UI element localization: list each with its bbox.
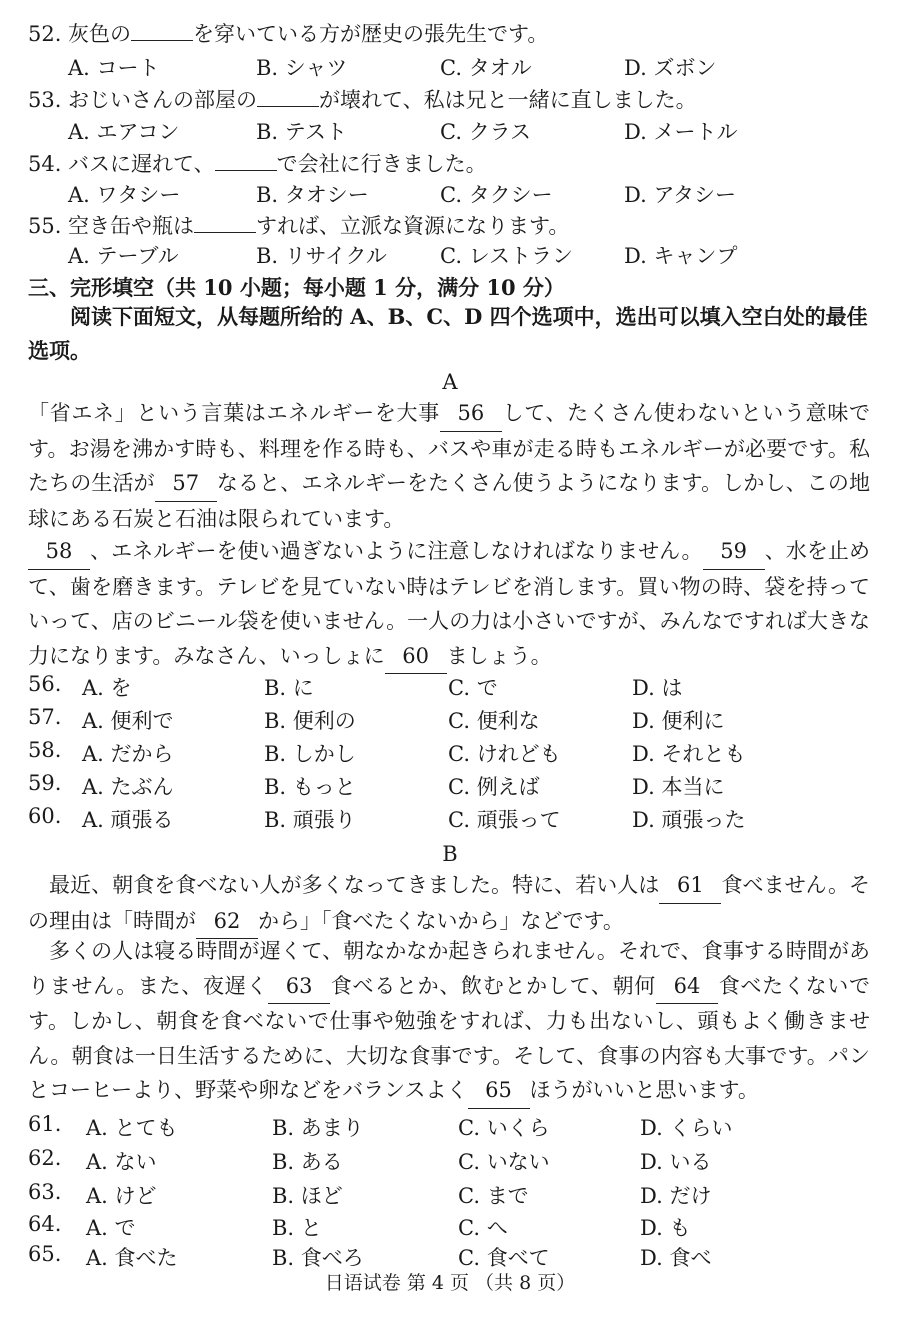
option-b: B. ある: [272, 1150, 343, 1174]
question-63-options: 63. A. けど B. ほど C. まで D. だけ: [28, 1180, 712, 1208]
option-d: D. それとも: [632, 742, 746, 766]
option-d: D. 本当に: [632, 775, 725, 799]
option-a: A. とても: [86, 1116, 178, 1140]
option-a: A. けど: [86, 1184, 157, 1208]
option-c: C. クラス: [440, 120, 532, 144]
page-footer: 日语试卷 第 4 页 （共 8 页）: [324, 1272, 576, 1294]
question-61-options: 61. A. とても B. あまり C. いくら D. くらい: [28, 1112, 733, 1140]
option-c: C. いない: [458, 1150, 550, 1174]
passage-a-paragraph-1: 「省エネ」という言葉はエネルギーを大事 56 して、たくさん使わないという意味です。お湯を沸かす時も、料理を作る時も、バスや車が走る時もエネルギーが必要です。私たちの生活が 57 なると、エネルギーをたくさん使うようになります。しかし、この地球にある石炭と石油は限られています。: [28, 396, 870, 536]
question-stem: 空き缶や瓶は: [68, 214, 194, 238]
option-b: B. 頑張り: [264, 808, 356, 832]
answer-blank: [257, 106, 319, 107]
option-c: C. まで: [458, 1184, 529, 1208]
option-b: B. と: [272, 1216, 322, 1240]
option-b: B. もっと: [264, 775, 356, 799]
option-a: A. たぶん: [82, 775, 174, 799]
option-d: D. いる: [640, 1150, 712, 1174]
option-b: B. リサイクル: [256, 244, 387, 268]
option-d: D. メートル: [624, 120, 738, 144]
answer-blank: [131, 40, 193, 41]
passage-a-label: A: [442, 370, 458, 394]
option-a: A. コート: [68, 56, 160, 80]
question-stem: で会社に行きました。: [276, 152, 487, 176]
question-stem: を穿いている方が歴史の張先生です。: [193, 22, 549, 46]
option-c: C. タクシー: [440, 183, 553, 207]
option-b: B. 食べろ: [272, 1246, 364, 1270]
option-b: B. ほど: [272, 1184, 343, 1208]
option-b: B. あまり: [272, 1116, 364, 1140]
option-c: C. レストラン: [440, 244, 574, 268]
option-d: D. だけ: [640, 1184, 712, 1208]
option-c: C. 例えば: [448, 775, 540, 799]
option-a: A. だから: [82, 742, 174, 766]
option-b: B. に: [264, 676, 314, 700]
question-number: 54.: [28, 152, 62, 176]
option-a: A. 頑張る: [82, 808, 174, 832]
question-62-options: 62. A. ない B. ある C. いない D. いる: [28, 1146, 712, 1174]
option-d: D. 頑張った: [632, 808, 746, 832]
option-c: C. 便利な: [448, 709, 540, 733]
question-stem: が壊れて、私は兄と一緒に直しました。: [319, 88, 697, 112]
question-53: [28, 84, 697, 114]
option-d: D. キャンプ: [624, 244, 738, 268]
option-a: A. を: [82, 676, 132, 700]
option-d: D. も: [640, 1216, 691, 1240]
question-55: [28, 210, 569, 240]
option-a: A. 食べた: [86, 1246, 178, 1270]
option-a: A. エアコン: [68, 120, 180, 144]
passage-b-paragraph-1: 最近、朝食を食べない人が多くなってきました。特に、若い人は 61 食べません。その理由は「時間が 62 から」「食べたくないから」などです。: [28, 868, 870, 939]
cloze-blank-58: 58: [28, 534, 90, 570]
question-59-options: 59. A. たぶん B. もっと C. 例えば D. 本当に: [28, 771, 725, 799]
cloze-blank-59: 59: [703, 534, 765, 570]
option-c: C. へ: [458, 1216, 508, 1240]
option-d: D. 食べ: [640, 1246, 712, 1270]
question-stem: すれば、立派な資源になります。: [256, 214, 570, 238]
section-instruction: 阅读下面短文，从每题所给的 A、B、C、D 四个选项中，选出可以填入空白处的最佳选项。: [28, 304, 868, 363]
cloze-blank-64: 64: [656, 969, 718, 1005]
option-c: C. けれども: [448, 742, 561, 766]
question-stem: バスに遅れて、: [68, 152, 215, 176]
cloze-blank-63: 63: [268, 969, 330, 1005]
cloze-blank-56: 56: [440, 396, 502, 432]
question-64-options: 64. A. で B. と C. へ D. も: [28, 1212, 691, 1240]
question-stem: おじいさんの部屋の: [68, 88, 257, 112]
cloze-blank-61: 61: [659, 868, 721, 904]
passage-a-paragraph-2: 58 、エネルギーを使い過ぎないように注意しなければなりません。 59 、水を止めて、歯を磨きます。テレビを見ていない時はテレビを消します。買い物の時、袋を持っていって、店のビニール袋を使いません。一人の力は小さいですが、みんなですれば大きな力になります。みなさん、いっしょに 60 ましょう。: [28, 534, 870, 674]
option-d: D. は: [632, 676, 683, 700]
question-stem: 灰色の: [68, 22, 131, 46]
option-b: B. しかし: [264, 742, 356, 766]
option-d: D. 便利に: [632, 709, 725, 733]
option-a: A. で: [86, 1216, 136, 1240]
option-d: D. アタシー: [624, 183, 736, 207]
question-56-options: 56. A. を B. に C. で D. は: [28, 672, 683, 700]
question-number: 53.: [28, 88, 62, 112]
cloze-blank-62: 62: [196, 904, 258, 940]
passage-b-paragraph-2: 多くの人は寝る時間が遅くて、朝なかなか起きられません。それで、食事する時間がありません。また、夜遅く 63 食べるとか、飲むとかして、朝何 64 食べたくないです。しかし、朝食を食べないで仕事や勉強をすれば、力も出ないし、頭もよく働きません。朝食は一日生活するために、大切な食事です。そして、食事の内容も大事です。パンとコーヒーより、野菜や卵などをバランスよく 65 ほうがいいと思います。: [28, 934, 870, 1109]
option-c: C. 頑張って: [448, 808, 561, 832]
option-d: D. ズボン: [624, 56, 717, 80]
option-c: C. 食べて: [458, 1246, 550, 1270]
question-number: 52.: [28, 22, 62, 46]
option-b: B. テスト: [256, 120, 347, 144]
option-b: B. シャツ: [256, 56, 348, 80]
option-a: A. 便利で: [82, 709, 174, 733]
question-65-options: 65. A. 食べた B. 食べろ C. 食べて D. 食べ: [28, 1242, 712, 1270]
passage-b-label: B: [442, 842, 458, 866]
option-d: D. くらい: [640, 1116, 733, 1140]
option-a: A. ワタシー: [68, 183, 181, 207]
option-c: C. タオル: [440, 56, 532, 80]
answer-blank: [194, 232, 256, 233]
question-57-options: 57. A. 便利で B. 便利の C. 便利な D. 便利に: [28, 705, 725, 733]
answer-blank: [215, 170, 277, 171]
option-a: A. ない: [86, 1150, 157, 1174]
option-a: A. テーブル: [68, 244, 179, 268]
question-52: [28, 18, 548, 48]
option-b: B. 便利の: [264, 709, 356, 733]
option-c: C. で: [448, 676, 498, 700]
section-title: 三、完形填空（共 10 小题；每小题 1 分，满分 10 分）: [28, 275, 565, 300]
question-58-options: 58. A. だから B. しかし C. けれども D. それとも: [28, 738, 746, 766]
cloze-blank-60: 60: [385, 639, 447, 675]
cloze-blank-57: 57: [155, 466, 217, 502]
option-c: C. いくら: [458, 1116, 550, 1140]
question-60-options: 60. A. 頑張る B. 頑張り C. 頑張って D. 頑張った: [28, 804, 746, 832]
question-number: 55.: [28, 214, 62, 238]
question-54: [28, 148, 487, 178]
cloze-blank-65: 65: [468, 1073, 530, 1109]
option-b: B. タオシー: [256, 183, 369, 207]
